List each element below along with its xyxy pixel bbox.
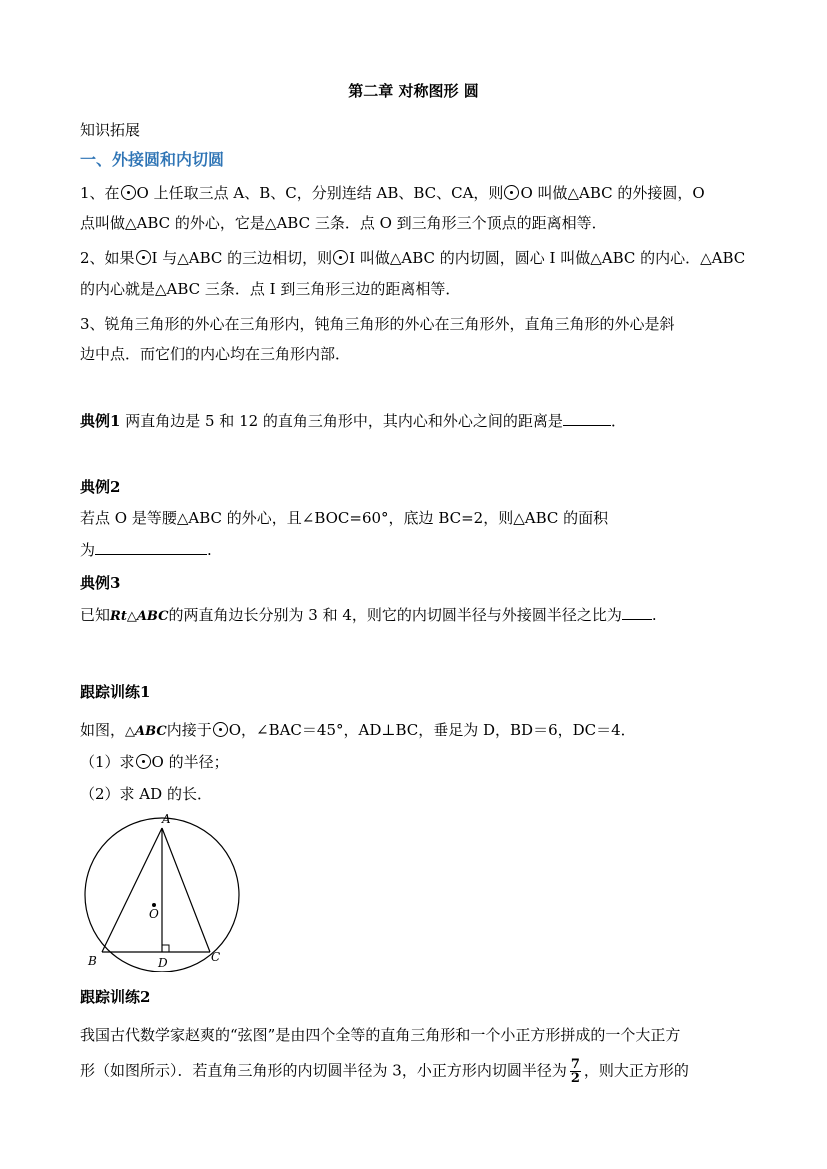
example3-prefix: 已知 xyxy=(80,606,111,624)
example2-line2 xyxy=(80,540,212,560)
example2-label: 典例2 xyxy=(80,478,121,496)
point2-prefix: 2、如果 xyxy=(80,249,135,267)
point1-prefix: 1、在 xyxy=(80,184,120,202)
label-a: A xyxy=(162,812,171,826)
fraction-denominator: 2 xyxy=(570,1071,580,1086)
label-c: C xyxy=(211,950,221,964)
practice2-text-a: 形（如图所示）．若直角三角形的内切圆半径为 3，小正方形内切圆半径为 xyxy=(80,1061,567,1080)
example1-text: 两直角边是 5 和 12 的直角三角形中，其内心和外心之间的距离是 xyxy=(125,412,563,430)
answer-blank xyxy=(95,540,207,555)
example1-end: ． xyxy=(610,412,626,430)
practice1-question1 xyxy=(80,752,229,772)
practice1-line1 xyxy=(80,720,636,742)
label-b: B xyxy=(88,954,97,968)
example3-text-line xyxy=(80,605,657,627)
example2-line2-prefix: 为 xyxy=(80,541,96,559)
practice2-label: 跟踪训练2 xyxy=(80,988,151,1006)
example1-label: 典例1 xyxy=(80,412,121,430)
page-title: 第二章 对称图形 圆 xyxy=(348,82,479,100)
q1-prefix: （1）求 xyxy=(80,753,135,771)
answer-blank xyxy=(622,605,652,620)
point2-text-b: I 叫做△ABC 的内切圆，圆心 I 叫做△ABC 的内心．△ABC xyxy=(349,249,746,267)
example3-math: Rt△ABC xyxy=(110,609,169,624)
practice1-math: △ABC xyxy=(125,724,167,739)
example3-label: 典例3 xyxy=(80,574,121,592)
circle-symbol-icon xyxy=(213,722,228,737)
circle-triangle-figure xyxy=(78,812,248,972)
side-ab xyxy=(102,828,162,952)
side-ac xyxy=(162,828,210,952)
example2-end: . xyxy=(207,541,212,559)
circle-symbol-icon xyxy=(121,185,136,200)
practice2-line1: 我国古代数学家赵爽的“弦图”是由四个全等的直角三角形和一个小正方形拼成的一个大正方 xyxy=(80,1026,681,1044)
fraction xyxy=(570,1058,581,1085)
example1 xyxy=(80,411,626,431)
example2-line1: 若点 O 是等腰△ABC 的外心，且∠BOC=60°，底边 BC=2，则△ABC 的面积 xyxy=(80,509,609,527)
right-angle-mark xyxy=(162,945,169,952)
practice1-text-b: O，∠BAC＝45°，AD⊥BC，垂足为 D，BD＝6，DC＝4． xyxy=(228,721,636,739)
practice1-label: 跟踪训练1 xyxy=(80,683,151,701)
point3-line1: 3、锐角三角形的外心在三角形内，钝角三角形的外心在三角形外，直角三角形的外心是斜 xyxy=(80,315,675,333)
section-heading: 一、外接圆和内切圆 xyxy=(80,150,225,169)
practice2-text-b: ，则大正方形的 xyxy=(583,1061,689,1080)
point3-line2: 边中点．而它们的内心均在三角形内部． xyxy=(80,345,351,363)
q1-suffix: O 的半径； xyxy=(151,753,229,771)
intro-heading: 知识拓展 xyxy=(80,121,141,139)
practice1-question2: （2）求 AD 的长． xyxy=(80,785,212,803)
practice1-prefix: 如图， xyxy=(80,721,126,739)
circle-symbol-icon xyxy=(136,754,151,769)
circle-symbol-icon xyxy=(333,250,348,265)
point2-text-a: I 与△ABC 的三边相切，则 xyxy=(151,249,333,267)
answer-blank xyxy=(563,411,611,426)
label-d: D xyxy=(158,956,168,970)
point2-line1 xyxy=(80,248,745,268)
practice1-text-a: 内接于 xyxy=(166,721,212,739)
example3-text: 的两直角边长分别为 3 和 4，则它的内切圆半径与外接圆半径之比为 xyxy=(168,606,622,624)
circle-symbol-icon xyxy=(504,185,519,200)
point1-line1 xyxy=(80,183,705,203)
practice2-line2 xyxy=(80,1058,689,1085)
fraction-numerator: 7 xyxy=(570,1057,580,1072)
label-o: O xyxy=(149,907,159,921)
point1-text-b: O 叫做△ABC 的外接圆，O xyxy=(520,184,705,202)
example3-end: . xyxy=(651,606,657,624)
circle-symbol-icon xyxy=(136,250,151,265)
point1-text-a: O 上任取三点 A、B、C，分别连结 AB、BC、CA，则 xyxy=(136,184,504,202)
point1-line2: 点叫做△ABC 的外心，它是△ABC 三条．点 O 到三角形三个顶点的距离相等． xyxy=(80,214,607,232)
point2-line2: 的内心就是△ABC 三条．点 I 到三角形三边的距离相等． xyxy=(80,280,461,298)
